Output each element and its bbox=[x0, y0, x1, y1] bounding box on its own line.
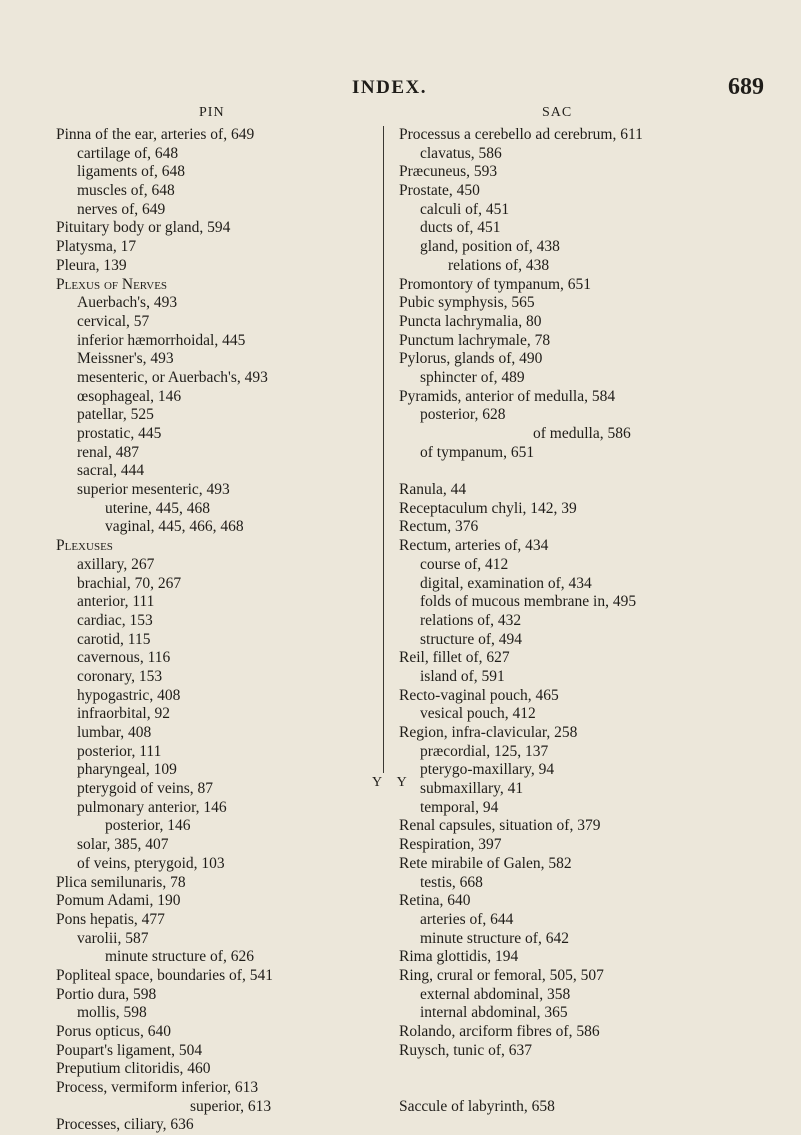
index-entry: Pylorus, glands of, 490 bbox=[399, 350, 543, 368]
index-entry: pharyngeal, 109 bbox=[77, 761, 177, 779]
index-entry: lumbar, 408 bbox=[77, 724, 152, 741]
index-entry: Reil, fillet of, 627 bbox=[399, 649, 510, 667]
index-entry: of veins, pterygoid, 103 bbox=[77, 854, 225, 872]
index-entry: mollis, 598 bbox=[77, 1004, 147, 1022]
index-entry: Pomum Adami, 190 bbox=[56, 892, 181, 910]
index-entry: cervical, 57 bbox=[77, 312, 150, 330]
index-entry: Præcuneus, 593 bbox=[399, 163, 498, 181]
index-entry: Pleura, 139 bbox=[56, 256, 127, 274]
index-entry: axillary, 267 bbox=[77, 555, 155, 573]
index-entry: Renal capsules, situation of, 379 bbox=[399, 817, 601, 835]
index-entry: sphincter of, 489 bbox=[420, 368, 525, 386]
index-entry: Rectum, arteries of, 434 bbox=[399, 537, 549, 555]
index-spacer bbox=[399, 1060, 798, 1079]
index-entry: Puncta lachrymalia, 80 bbox=[399, 312, 542, 330]
index-entry: Processes, ciliary, 636 bbox=[56, 1116, 194, 1134]
index-entry: cardiac, 153 bbox=[77, 611, 153, 629]
index-entry: Saccule of labyrinth, 658 bbox=[399, 1097, 555, 1115]
index-entry: pulmonary anterior, 146 bbox=[77, 798, 227, 816]
index-entry: œsophageal, 146 bbox=[77, 387, 182, 405]
index-entry: Rolando, arciform fibres of, 586 bbox=[399, 1023, 600, 1040]
index-entry: brachial, 70, 267 bbox=[77, 574, 182, 592]
index-entry: Pinna of the ear, arteries of, 649 bbox=[56, 126, 255, 143]
index-entry: gland, position of, 438 bbox=[420, 238, 560, 256]
index-entry: internal abdominal, 365 bbox=[420, 1004, 568, 1022]
page-number: 689 bbox=[728, 74, 764, 100]
index-entry: submaxillary, 41 bbox=[420, 780, 524, 798]
index-entry: solar, 385, 407 bbox=[77, 836, 169, 854]
index-entry: nerves of, 649 bbox=[77, 200, 166, 218]
index-entry: Promontory of tympanum, 651 bbox=[399, 275, 592, 293]
index-entry: Prostate, 450 bbox=[399, 182, 480, 200]
index-entry: superior, 613 bbox=[190, 1097, 272, 1115]
index-entry: patellar, 525 bbox=[77, 406, 154, 424]
index-entry: coronary, 153 bbox=[77, 667, 163, 685]
index-entry: Recto-vaginal pouch, 465 bbox=[399, 686, 559, 704]
index-entry: Meissner's, 493 bbox=[77, 350, 174, 368]
index-entry: Plica semilunaris, 78 bbox=[56, 873, 186, 891]
right-column-heading: SAC bbox=[542, 105, 573, 120]
index-entry: varolii, 587 bbox=[77, 929, 149, 947]
index-entry: posterior, 111 bbox=[77, 742, 162, 760]
index-entry: muscles of, 648 bbox=[77, 182, 175, 200]
index-entry: inferior hæmorrhoidal, 445 bbox=[77, 331, 246, 349]
index-entry: minute structure of, 626 bbox=[105, 948, 254, 966]
index-entry: structure of, 494 bbox=[420, 630, 523, 648]
index-entry: digital, examination of, 434 bbox=[420, 574, 592, 592]
index-entry: posterior, 628 bbox=[420, 406, 506, 424]
index-entry: Pons hepatis, 477 bbox=[56, 910, 165, 928]
index-entry: infraorbital, 92 bbox=[77, 705, 170, 723]
index-entry: anterior, 111 bbox=[77, 593, 155, 611]
index-entry: course of, 412 bbox=[420, 555, 509, 573]
index-entry: Ruysch, tunic of, 637 bbox=[399, 1041, 533, 1059]
index-spacer bbox=[399, 462, 798, 481]
index-entry: sacral, 444 bbox=[77, 462, 145, 480]
index-entry: renal, 487 bbox=[77, 443, 139, 461]
index-entry: ligaments of, 648 bbox=[77, 163, 186, 181]
index-entry: vaginal, 445, 466, 468 bbox=[105, 518, 244, 536]
index-entry: superior mesenteric, 493 bbox=[77, 481, 230, 499]
index-entry: ducts of, 451 bbox=[420, 219, 501, 237]
index-entry: Popliteal space, boundaries of, 541 bbox=[56, 966, 273, 984]
index-entry: Porus opticus, 640 bbox=[56, 1023, 171, 1040]
index-entry: temporal, 94 bbox=[420, 798, 499, 816]
index-entry: Portio dura, 598 bbox=[56, 985, 157, 1003]
signature-mark: Y Y bbox=[372, 775, 413, 790]
index-spacer bbox=[399, 1079, 798, 1098]
index-entry: vesical pouch, 412 bbox=[420, 705, 536, 723]
index-entry: of tympanum, 651 bbox=[420, 443, 535, 461]
index-entry: Rima glottidis, 194 bbox=[399, 948, 519, 966]
index-entry: Pituitary body or gland, 594 bbox=[56, 219, 231, 237]
index-entry: of medulla, 586 bbox=[533, 425, 631, 442]
index-entry: carotid, 115 bbox=[77, 630, 151, 648]
index-entry: præcordial, 125, 137 bbox=[420, 742, 549, 760]
index-entry: Pyramids, anterior of medulla, 584 bbox=[399, 387, 616, 405]
index-entry: cavernous, 116 bbox=[77, 649, 171, 667]
index-entry: Respiration, 397 bbox=[399, 836, 502, 854]
index-entry: island of, 591 bbox=[420, 667, 505, 685]
index-entry: Pubic symphysis, 565 bbox=[399, 294, 535, 312]
index-entry: mesenteric, or Auerbach's, 493 bbox=[77, 368, 268, 386]
index-entry: cartilage of, 648 bbox=[77, 144, 179, 162]
index-entry: relations of, 432 bbox=[420, 611, 522, 629]
index-entry: arteries of, 644 bbox=[420, 910, 514, 928]
index-entry: Plexus of Nerves bbox=[56, 275, 168, 293]
index-entry: Process, vermiform inferior, 613 bbox=[56, 1079, 259, 1097]
index-entry: uterine, 445, 468 bbox=[105, 499, 211, 517]
index-entry: calculi of, 451 bbox=[420, 200, 510, 218]
page-header bbox=[0, 74, 801, 107]
index-entry: posterior, 146 bbox=[105, 817, 191, 835]
left-column-heading: PIN bbox=[199, 105, 225, 120]
index-entry: Ring, crural or femoral, 505, 507 bbox=[399, 966, 604, 984]
index-entry: Ranula, 44 bbox=[399, 481, 467, 499]
index-entry: Retina, 640 bbox=[399, 892, 471, 910]
index-entry: Auerbach's, 493 bbox=[77, 294, 178, 312]
index-entry: Platysma, 17 bbox=[56, 238, 137, 256]
index-entry: Region, infra-clavicular, 258 bbox=[399, 724, 578, 741]
index-entry: Receptaculum chyli, 142, 39 bbox=[399, 499, 577, 517]
index-entry: Preputium clitoridis, 460 bbox=[56, 1060, 211, 1078]
index-entry: folds of mucous membrane in, 495 bbox=[420, 593, 637, 611]
index-entry: pterygo-maxillary, 94 bbox=[420, 761, 555, 779]
index-entry: pterygoid of veins, 87 bbox=[77, 780, 214, 798]
index-entry: Rete mirabile of Galen, 582 bbox=[399, 854, 572, 872]
index-entry: Plexuses bbox=[56, 537, 113, 555]
index-entry: clavatus, 586 bbox=[420, 144, 502, 162]
left-index-column bbox=[56, 126, 374, 1135]
index-entry: hypogastric, 408 bbox=[77, 686, 181, 704]
index-entry: Processus a cerebello ad cerebrum, 611 bbox=[399, 126, 643, 143]
running-title: INDEX. bbox=[352, 77, 427, 98]
index-entry: testis, 668 bbox=[420, 873, 483, 891]
index-entry: minute structure of, 642 bbox=[420, 929, 569, 947]
index-entry: Rectum, 376 bbox=[399, 518, 479, 536]
index-entry: relations of, 438 bbox=[448, 256, 550, 274]
index-entry: external abdominal, 358 bbox=[420, 985, 571, 1003]
index-entry: prostatic, 445 bbox=[77, 425, 162, 442]
index-entry: Poupart's ligament, 504 bbox=[56, 1041, 203, 1059]
index-entry: Punctum lachrymale, 78 bbox=[399, 331, 551, 349]
